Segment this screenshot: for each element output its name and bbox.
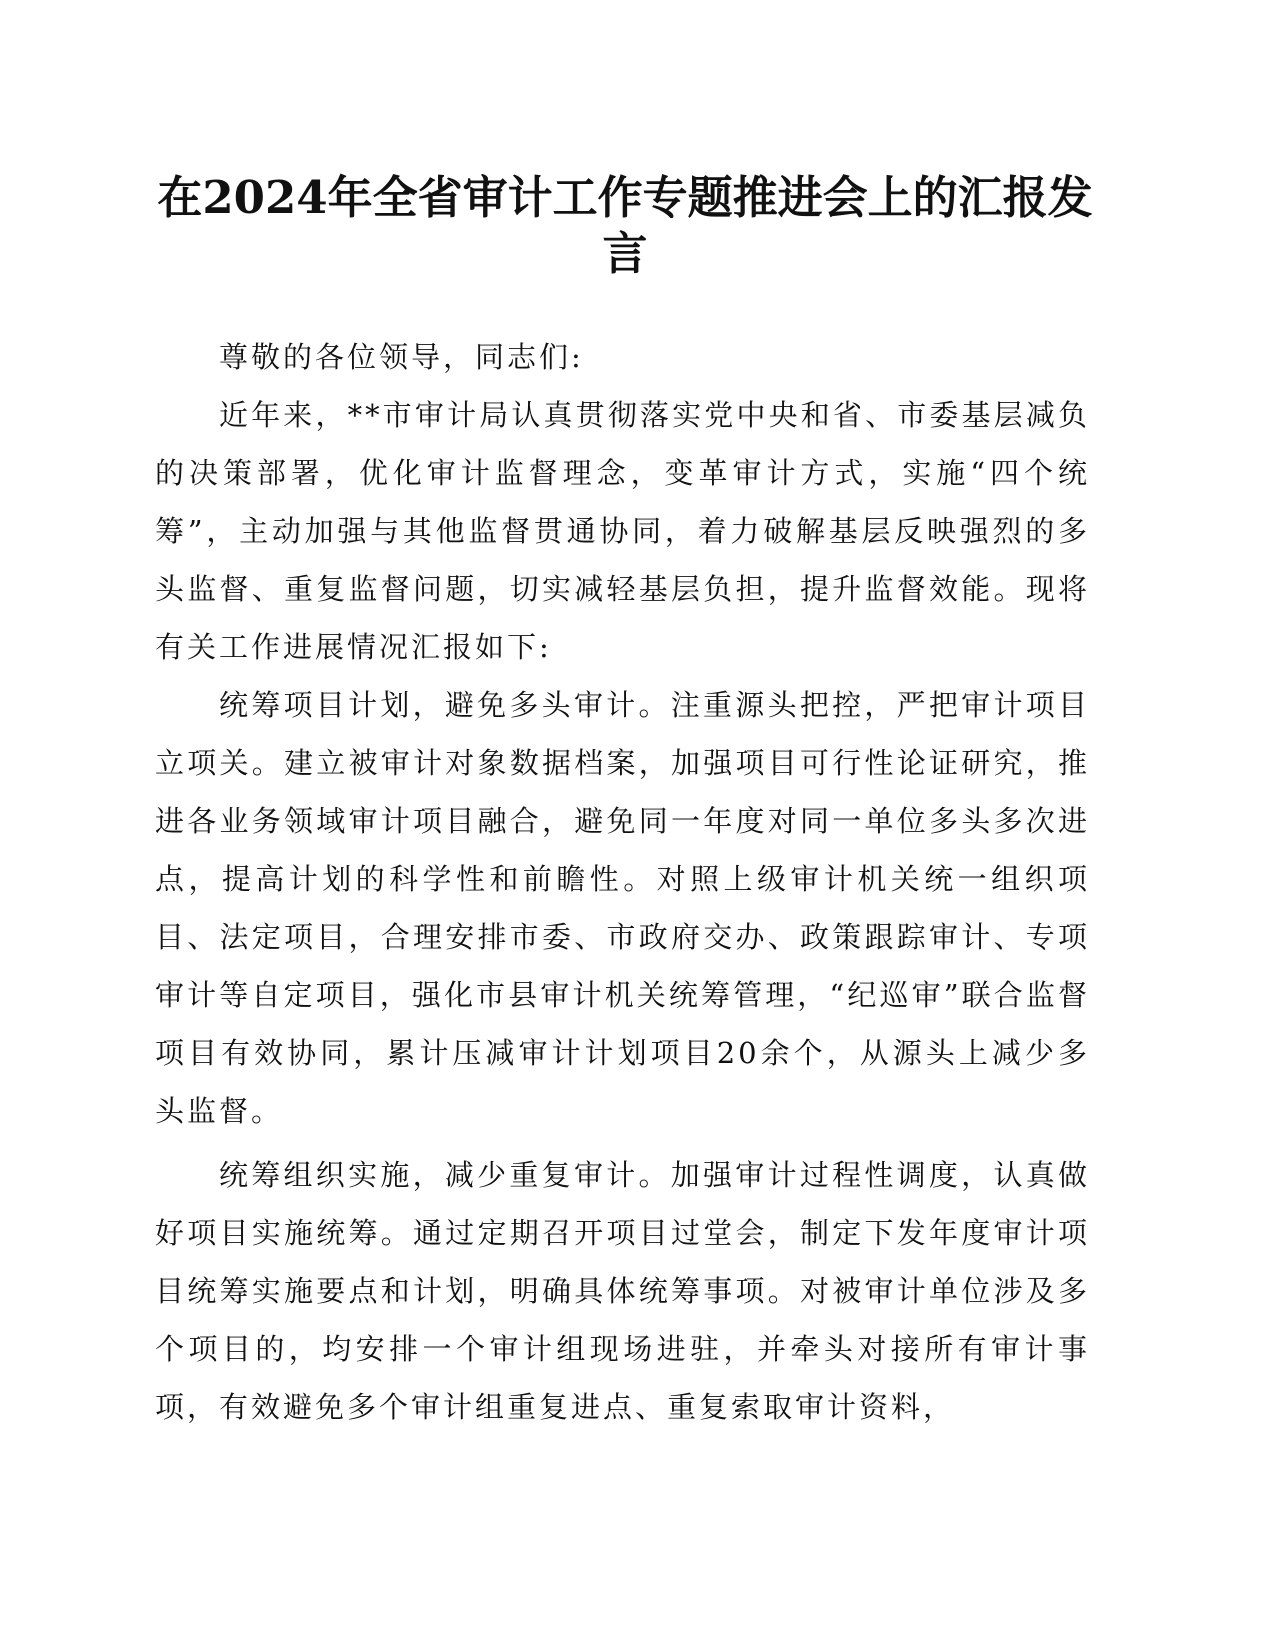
paragraph-organization-implementation: 统筹组织实施，减少重复审计。加强审计过程性调度，认真做好项目实施统筹。通过定期召开项目过堂会，制定下发年度审计项目统筹实施要点和计划，明确具体统筹事项。对被审计单位涉及多个项目的，均安排一个审计组现场进驻，并牵头对接所有审计事项，有效避免多个审计组重复进点、重复索取审计资料， (155, 1158, 1090, 1424)
paragraph-project-planning: 统筹项目计划，避免多头审计。注重源头把控，严把审计项目立项关。建立被审计对象数据档案，加强项目可行性论证研究，推进各业务领域审计项目融合，避免同一年度对同一单位多头多次进点，提高计划的科学性和前瞻性。对照上级审计机关统一组织项目、法定项目，合理安排市委、市政府交办、政策跟踪审计、专项审计等自定项目，强化市县审计机关统筹管理，“纪巡审”联合监督项目有效协同，累计压减审计计划项目20余个，从源头上减少多头监督。 (155, 688, 1090, 1128)
document-body (155, 328, 1090, 1436)
paragraph-intro: 近年来，**市审计局认真贯彻落实党中央和省、市委基层减负的决策部署，优化审计监督理念，变革审计方式，实施“四个统筹”，主动加强与其他监督贯通协同，着力破解基层反映强烈的多头监督、重复监督问题，切实减轻基层负担，提升监督效能。现将有关工作进展情况汇报如下: (155, 398, 1090, 664)
salutation: 尊敬的各位领导，同志们: (219, 340, 584, 374)
document-title: 在2024年全省审计工作专题推进会上的汇报发言 (157, 171, 1093, 280)
